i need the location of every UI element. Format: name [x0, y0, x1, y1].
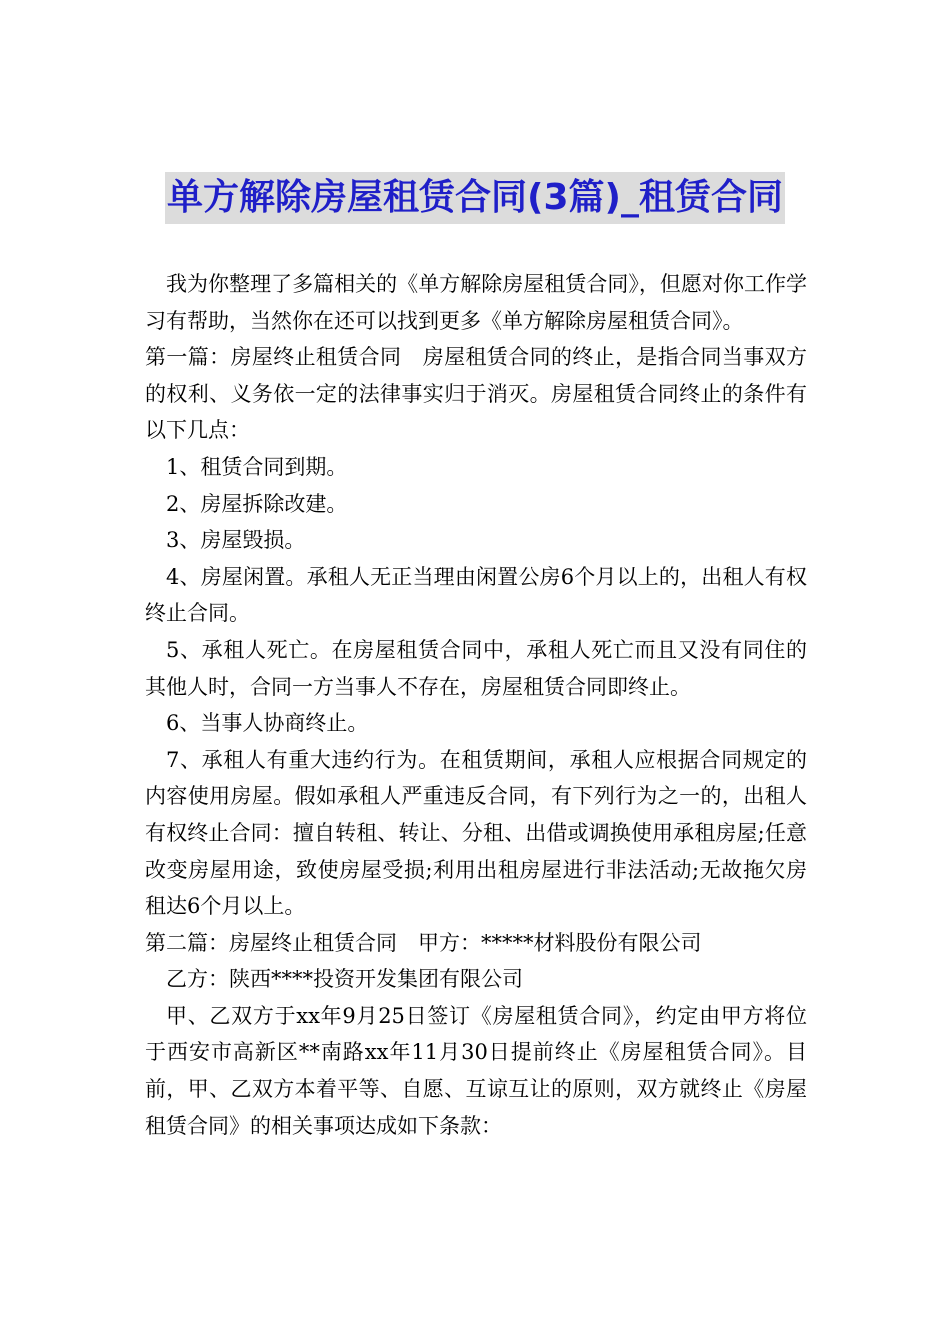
title-area: [0, 172, 950, 224]
list-item-6: 6、当事人协商终止。: [166, 711, 369, 736]
paragraph-part-two-heading: 第二篇：房屋终止租赁合同 甲方：*****材料股份有限公司: [145, 930, 702, 955]
paragraph-intro: 我为你整理了多篇相关的《单方解除房屋租赁合同》，但愿对你工作学习有帮助，当然你在还可以找到更多《单方解除房屋租赁合同》。: [145, 272, 807, 333]
list-item-4: 4、房屋闲置。承租人无正当理由闲置公房6个月以上的，出租人有权终止合同。: [145, 564, 807, 626]
list-item-1: 1、租赁合同到期。: [166, 454, 348, 479]
paragraph-part-one-heading: 第一篇：房屋终止租赁合同 房屋租赁合同的终止，是指合同当事双方的权利、义务依一定的法律事实归于消灭。房屋租赁合同终止的条件有以下几点：: [145, 345, 807, 443]
document-title: 单方解除房屋租赁合同(3篇)_租赁合同: [165, 172, 785, 224]
list-item-3: 3、房屋毁损。: [166, 528, 306, 553]
list-item-5: 5、承租人死亡。在房屋租赁合同中，承租人死亡而且又没有同住的其他人时，合同一方当事人不存在，房屋租赁合同即终止。: [145, 637, 807, 699]
paragraph-agreement: 甲、乙双方于xx年9月25日签订《房屋租赁合同》，约定由甲方将位于西安市高新区**南路xx年11月30日提前终止《房屋租赁合同》。目前，甲、乙双方本着平等、自愿、互谅互让的原则，双方就终止《房屋租赁合同》的相关事项达成如下条款：: [145, 1003, 807, 1138]
list-item-2: 2、房屋拆除改建。: [166, 491, 348, 516]
document-body: [145, 266, 807, 1144]
list-item-7: 7、承租人有重大违约行为。在租赁期间，承租人应根据合同规定的内容使用房屋。假如承租人严重违反合同，有下列行为之一的，出租人有权终止合同：擅自转租、转让、分租、出借或调换使用承租房屋;任意改变房屋用途，致使房屋受损;利用出租房屋进行非法活动;无故拖欠房租达6个月以上。: [145, 747, 807, 919]
paragraph-party-b: 乙方：陕西****投资开发集团有限公司: [166, 967, 523, 992]
